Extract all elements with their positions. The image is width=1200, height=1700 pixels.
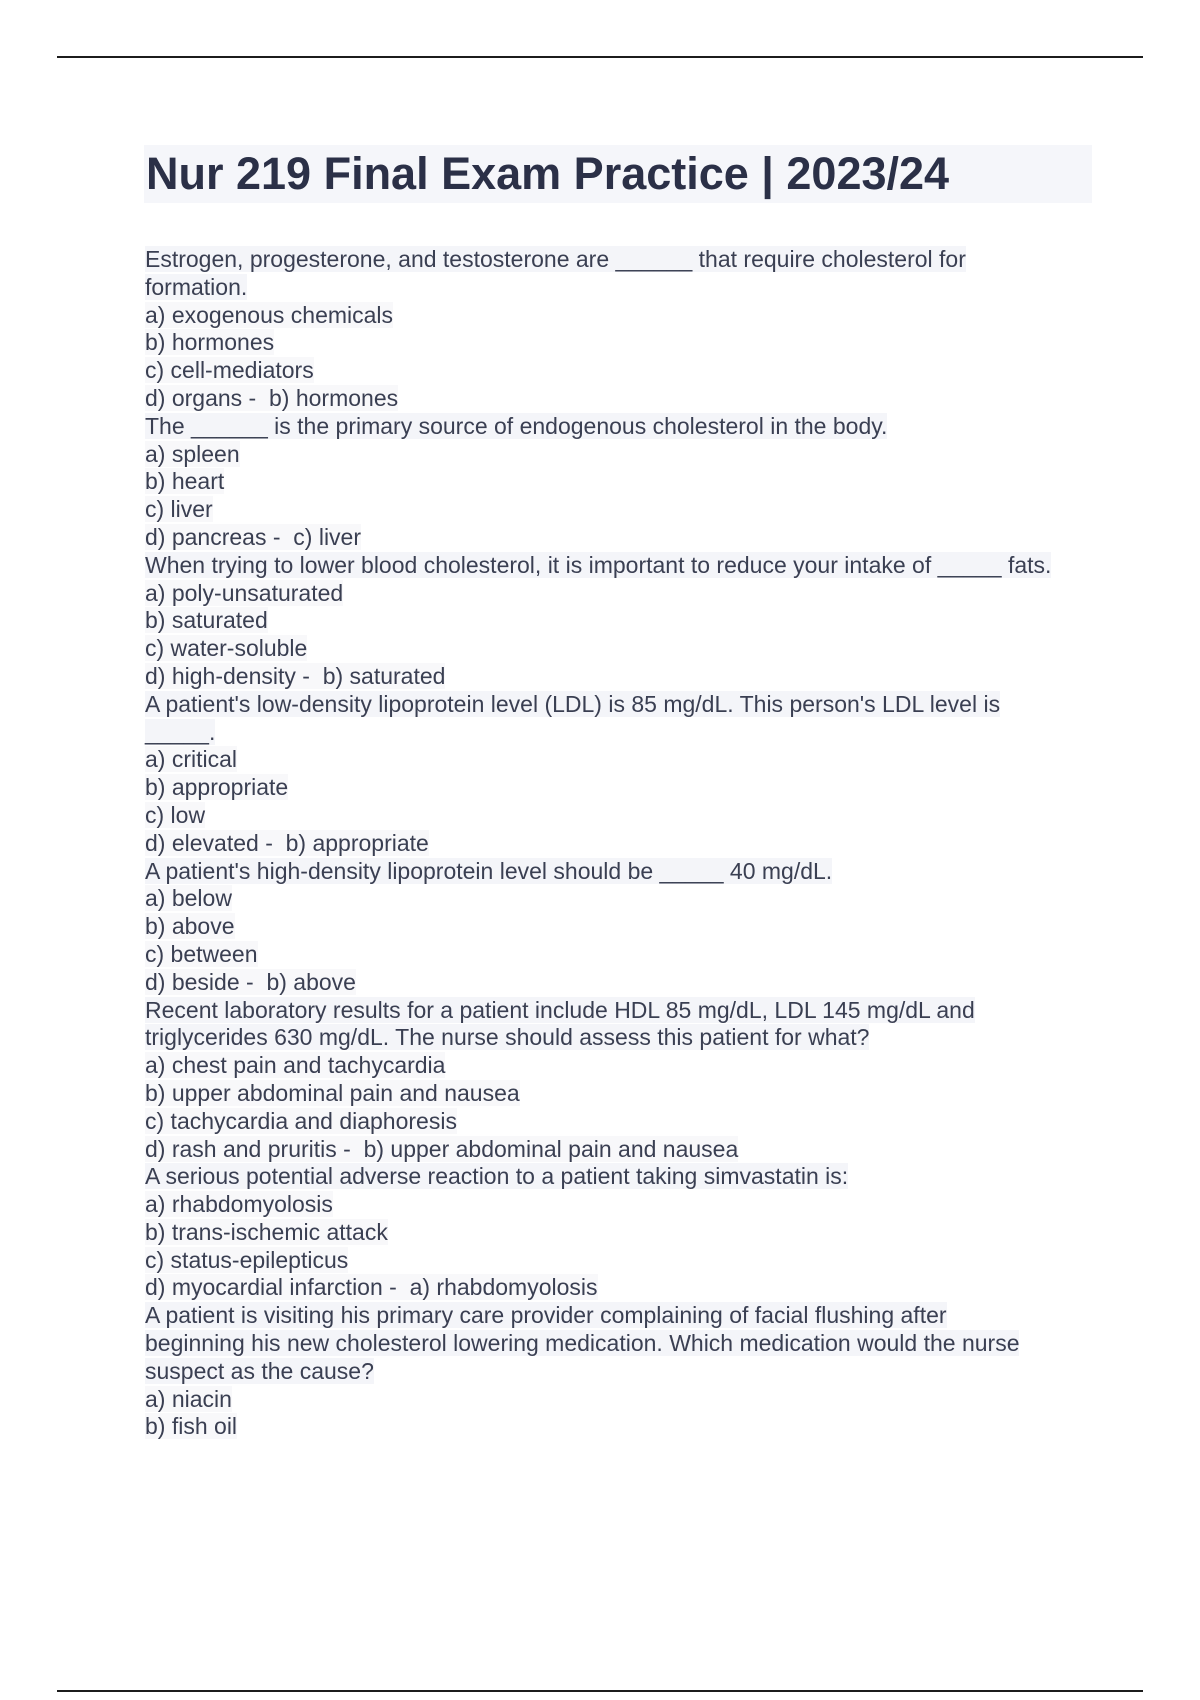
question-1 [145, 246, 1105, 413]
question-4 [145, 691, 1105, 858]
question-stem: A patient's low-density lipoprotein level (LDL) is 85 mg/dL. This person's LDL level is [145, 690, 1001, 717]
answer-option-with-key: d) beside - b) above [145, 968, 356, 995]
answer-option: c) low [145, 801, 206, 828]
answer-option: a) spleen [145, 440, 240, 467]
answer-option-with-key: d) rash and pruritis - b) upper abdominal pain and nausea [145, 1135, 739, 1162]
answer-option-with-key: d) myocardial infarction - a) rhabdomyolosis [145, 1274, 598, 1301]
header-rule [57, 56, 1143, 58]
answer-option: b) trans-ischemic attack [145, 1218, 388, 1245]
answer-option-with-key: d) pancreas - c) liver [145, 523, 362, 550]
answer-option: b) above [145, 913, 235, 940]
answer-option: a) below [145, 885, 232, 912]
question-stem: When trying to lower blood cholesterol, it is important to reduce your intake of _____ fats. [145, 551, 1052, 578]
question-6 [145, 997, 1105, 1164]
answer-option: a) exogenous chemicals [145, 301, 394, 328]
answer-option: c) liver [145, 496, 213, 523]
answer-option: a) niacin [145, 1385, 232, 1412]
question-stem: Recent laboratory results for a patient include HDL 85 mg/dL, LDL 145 mg/dL and [145, 996, 975, 1023]
question-2 [145, 413, 1105, 552]
question-stem: formation. [145, 273, 248, 300]
question-stem: The ______ is the primary source of endogenous cholesterol in the body. [145, 412, 888, 439]
question-stem: _____. [145, 718, 216, 745]
question-stem: suspect as the cause? [145, 1357, 374, 1384]
question-list [145, 246, 1105, 1441]
answer-option: a) poly-unsaturated [145, 579, 344, 606]
question-stem: beginning his new cholesterol lowering medication. Which medication would the nurse [145, 1330, 1020, 1357]
answer-option: b) hormones [145, 329, 275, 356]
answer-option: c) tachycardia and diaphoresis [145, 1107, 457, 1134]
answer-option: c) cell-mediators [145, 357, 314, 384]
question-stem: A patient's high-density lipoprotein level should be _____ 40 mg/dL. [145, 857, 833, 884]
answer-option: b) appropriate [145, 774, 289, 801]
document-title: Nur 219 Final Exam Practice | 2023/24 [146, 148, 950, 199]
answer-option: b) heart [145, 468, 225, 495]
answer-option: a) chest pain and tachycardia [145, 1052, 446, 1079]
answer-option: b) upper abdominal pain and nausea [145, 1079, 520, 1106]
question-3 [145, 552, 1105, 691]
question-stem: triglycerides 630 mg/dL. The nurse should assess this patient for what? [145, 1024, 870, 1051]
answer-option-with-key: d) elevated - b) appropriate [145, 829, 429, 856]
question-8 [145, 1302, 1105, 1441]
question-stem: Estrogen, progesterone, and testosterone are ______ that require cholesterol for [145, 246, 966, 272]
answer-option: c) water-soluble [145, 635, 308, 662]
footer-rule [57, 1690, 1143, 1692]
answer-option: c) status-epilepticus [145, 1246, 349, 1273]
answer-option: a) critical [145, 746, 238, 773]
answer-option: b) saturated [145, 607, 268, 634]
answer-option-with-key: d) high-density - b) saturated [145, 662, 446, 689]
answer-option: c) between [145, 940, 258, 967]
question-7 [145, 1163, 1105, 1302]
answer-option-with-key: d) organs - b) hormones [145, 384, 399, 411]
question-stem: A serious potential adverse reaction to a patient taking simvastatin is: [145, 1163, 849, 1190]
question-stem: A patient is visiting his primary care provider complaining of facial flushing after [145, 1302, 947, 1329]
question-5 [145, 858, 1105, 997]
answer-option: a) rhabdomyolosis [145, 1191, 333, 1218]
answer-option: b) fish oil [145, 1413, 238, 1440]
